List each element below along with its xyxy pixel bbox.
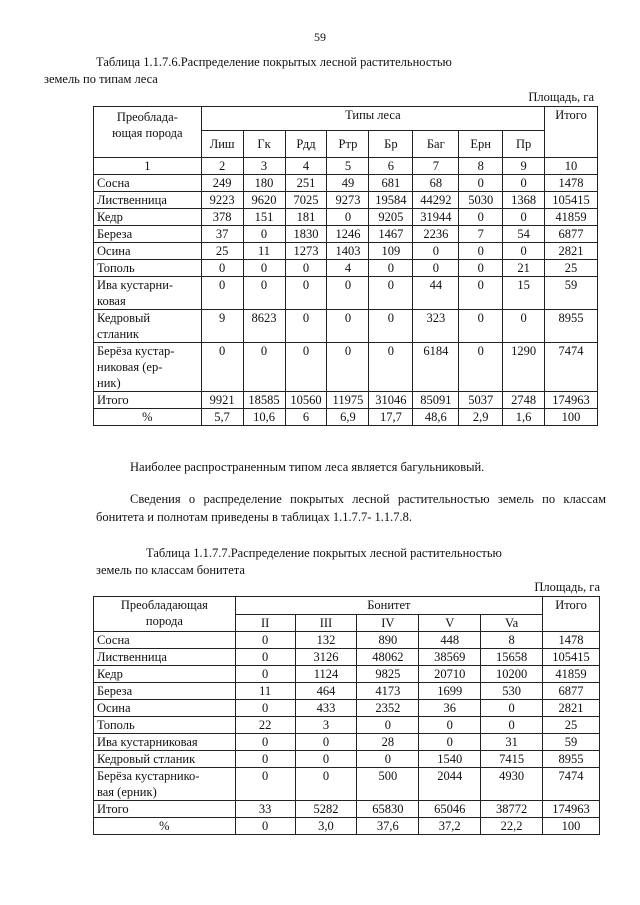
table-cell: 6877: [545, 226, 598, 243]
table-cell: 0: [459, 310, 503, 343]
table-cell: 59: [543, 734, 600, 751]
table-row: [94, 632, 600, 649]
table-cell: 21: [503, 260, 545, 277]
table-cell: 0: [369, 343, 413, 392]
table1-type-header: Гк: [243, 131, 285, 158]
row-label: [94, 700, 236, 717]
table-cell: 1124: [295, 666, 357, 683]
table-cell: 500: [357, 768, 419, 801]
table-cell: 8955: [545, 310, 598, 343]
table-cell: 0: [285, 310, 327, 343]
table-cell: 7: [459, 226, 503, 243]
table-cell: 1246: [327, 226, 369, 243]
table-cell: 0: [459, 243, 503, 260]
row-label-line: Лиственница: [97, 650, 167, 664]
table-row: [94, 260, 598, 277]
row-label: [94, 392, 202, 409]
table-cell: 323: [413, 310, 459, 343]
table-cell: 59: [545, 277, 598, 310]
table-cell: 22: [235, 717, 295, 734]
table-cell: 22,2: [481, 818, 543, 835]
row-label: [94, 310, 202, 343]
table-row: [94, 751, 600, 768]
table-cell: 0: [357, 751, 419, 768]
table1-unit: Площадь, га: [528, 90, 594, 104]
table-row: [94, 192, 598, 209]
table-cell: 48,6: [413, 409, 459, 426]
table-cell: 9273: [327, 192, 369, 209]
table-cell: 0: [413, 243, 459, 260]
table-row: [94, 310, 598, 343]
table1-type-header: Ртр: [327, 131, 369, 158]
table-cell: 6: [285, 409, 327, 426]
table-cell: 1368: [503, 192, 545, 209]
table-cell: 11: [243, 243, 285, 260]
table-cell: 448: [419, 632, 481, 649]
table-cell: 9620: [243, 192, 285, 209]
row-label: [94, 717, 236, 734]
table2-class-header: V: [419, 614, 481, 632]
table-cell: 25: [543, 717, 600, 734]
table-row: [94, 226, 598, 243]
table1-column-number: 9: [503, 158, 545, 175]
table-row: [94, 343, 598, 392]
table-cell: 19584: [369, 192, 413, 209]
table-cell: 0: [235, 768, 295, 801]
table-cell: 2352: [357, 700, 419, 717]
table-cell: 5,7: [201, 409, 243, 426]
table-cell: 1540: [419, 751, 481, 768]
table-cell: 65830: [357, 801, 419, 818]
table-cell: 7474: [543, 768, 600, 801]
table-cell: 151: [243, 209, 285, 226]
table-cell: 25: [545, 260, 598, 277]
table-cell: 6184: [413, 343, 459, 392]
table-cell: 464: [295, 683, 357, 700]
table2-header-group: Бонитет: [235, 597, 542, 615]
row-label: [94, 666, 236, 683]
paragraph-most-common-type: Наиболее распространенным типом леса является багульниковый.: [130, 460, 485, 474]
table-cell: 11: [235, 683, 295, 700]
table2-header-species-l1: Преобладающая: [120, 598, 208, 612]
row-label-line: Кедровый стланик: [97, 752, 196, 766]
table-cell: 0: [235, 818, 295, 835]
table-cell: 17,7: [369, 409, 413, 426]
table-cell: 18585: [243, 392, 285, 409]
row-label: [94, 632, 236, 649]
table2-header-species: [94, 597, 236, 632]
table2-caption: [96, 545, 616, 579]
table-cell: 0: [235, 700, 295, 717]
table-cell: 0: [459, 260, 503, 277]
table-cell: 38569: [419, 649, 481, 666]
table-cell: 1830: [285, 226, 327, 243]
table-cell: 0: [503, 209, 545, 226]
row-label-line: Берёза кустарнико-: [97, 769, 200, 783]
table-cell: 378: [201, 209, 243, 226]
table-cell: 0: [369, 310, 413, 343]
table-cell: 0: [235, 751, 295, 768]
row-label: [94, 209, 202, 226]
table1-caption: [44, 54, 616, 88]
row-label: [94, 175, 202, 192]
row-label-line: Тополь: [97, 261, 135, 275]
table-cell: 681: [369, 175, 413, 192]
table-cell: 0: [285, 260, 327, 277]
page-number: 59: [314, 30, 326, 44]
table-cell: 0: [369, 260, 413, 277]
table1-header-species: [94, 107, 202, 158]
table-cell: 132: [295, 632, 357, 649]
table-row: [94, 209, 598, 226]
table-cell: 530: [481, 683, 543, 700]
table-cell: 0: [481, 717, 543, 734]
table1-type-header: Баг: [413, 131, 459, 158]
table-cell: 9921: [201, 392, 243, 409]
table1-column-number: 5: [327, 158, 369, 175]
table1-type-header: Ерн: [459, 131, 503, 158]
row-label: [94, 801, 236, 818]
table-row: [94, 734, 600, 751]
table1-header-total: Итого: [545, 107, 598, 158]
row-label: [94, 260, 202, 277]
table-cell: 105415: [543, 649, 600, 666]
table-cell: 7025: [285, 192, 327, 209]
table-cell: 15658: [481, 649, 543, 666]
table1-column-number: 7: [413, 158, 459, 175]
row-label-line: Кедр: [97, 210, 123, 224]
table-cell: 1467: [369, 226, 413, 243]
row-label-line: Ива кустарни-: [97, 278, 174, 292]
row-label-line: Осина: [97, 701, 131, 715]
table-cell: 36: [419, 700, 481, 717]
table1-caption-line1: Таблица 1.1.7.6.Распределение покрытых лесной растительностью: [96, 55, 452, 69]
table-cell: 174963: [543, 801, 600, 818]
table-cell: 0: [243, 260, 285, 277]
row-label-line: Итого: [97, 802, 129, 816]
table-cell: 0: [243, 226, 285, 243]
table-cell: 4: [327, 260, 369, 277]
row-label: [94, 734, 236, 751]
row-label-line: стланик: [97, 327, 139, 341]
table-cell: 6,9: [327, 409, 369, 426]
table-cell: 49: [327, 175, 369, 192]
table-cell: 0: [243, 277, 285, 310]
table2-header-total: Итого: [543, 597, 600, 632]
table-cell: 7415: [481, 751, 543, 768]
table-row: [94, 768, 600, 801]
table1-header-group: Типы леса: [201, 107, 544, 131]
table-cell: 0: [285, 277, 327, 310]
table-cell: 433: [295, 700, 357, 717]
row-label: [94, 243, 202, 260]
table-cell: 41859: [545, 209, 598, 226]
table-cell: 2821: [543, 700, 600, 717]
table-row: [94, 175, 598, 192]
table-row: [94, 818, 600, 835]
table-cell: 0: [235, 649, 295, 666]
row-label-line: никовая (ер-: [97, 360, 163, 374]
row-label-line: Кедр: [97, 667, 123, 681]
table-cell: 1290: [503, 343, 545, 392]
table-cell: 109: [369, 243, 413, 260]
table-cell: 25: [201, 243, 243, 260]
table-cell: 0: [327, 209, 369, 226]
table-cell: 10200: [481, 666, 543, 683]
table-cell: 48062: [357, 649, 419, 666]
table2-class-header: IV: [357, 614, 419, 632]
table-row: [94, 409, 598, 426]
table-cell: 33: [235, 801, 295, 818]
table-row: [94, 243, 598, 260]
table-cell: 10560: [285, 392, 327, 409]
row-label-line: ковая: [97, 294, 126, 308]
row-label-line: Тополь: [97, 718, 135, 732]
table1-column-number: 3: [243, 158, 285, 175]
table-cell: 0: [503, 310, 545, 343]
table1-column-number: 2: [201, 158, 243, 175]
row-label: [94, 226, 202, 243]
table-cell: 181: [285, 209, 327, 226]
table-cell: 0: [243, 343, 285, 392]
row-label: [94, 768, 236, 801]
table-cell: 31046: [369, 392, 413, 409]
table-row: [94, 649, 600, 666]
table-cell: 8: [481, 632, 543, 649]
table-cell: 0: [327, 277, 369, 310]
table-cell: 0: [327, 343, 369, 392]
table-cell: 20710: [419, 666, 481, 683]
table2-class-header: II: [235, 614, 295, 632]
table-cell: 38772: [481, 801, 543, 818]
table-cell: 0: [459, 175, 503, 192]
table-cell: 28: [357, 734, 419, 751]
table1-type-header: Рдд: [285, 131, 327, 158]
table-cell: 0: [481, 700, 543, 717]
table-cell: 105415: [545, 192, 598, 209]
table1-header: [94, 107, 598, 158]
table-cell: 0: [201, 343, 243, 392]
row-label: [94, 277, 202, 310]
table-cell: 9825: [357, 666, 419, 683]
table-cell: 8955: [543, 751, 600, 768]
table1-type-header: Пр: [503, 131, 545, 158]
table-cell: 0: [413, 260, 459, 277]
table-cell: 0: [503, 175, 545, 192]
table-cell: 3: [295, 717, 357, 734]
table1-column-number: 6: [369, 158, 413, 175]
table-cell: 3126: [295, 649, 357, 666]
table-row: [94, 801, 600, 818]
table-cell: 2,9: [459, 409, 503, 426]
row-label: [94, 751, 236, 768]
table-cell: 5037: [459, 392, 503, 409]
table-row: [94, 666, 600, 683]
table-cell: 68: [413, 175, 459, 192]
table-cell: 890: [357, 632, 419, 649]
table1-column-number: 4: [285, 158, 327, 175]
table-cell: 31: [481, 734, 543, 751]
table-cell: 4173: [357, 683, 419, 700]
table1-header-species-l2: ющая порода: [112, 126, 183, 140]
table-cell: 8623: [243, 310, 285, 343]
table1-caption-line2: земель по типам леса: [44, 72, 158, 86]
table-cell: 11975: [327, 392, 369, 409]
table-cell: 100: [543, 818, 600, 835]
row-label: [94, 818, 236, 835]
table2-class-header: Va: [481, 614, 543, 632]
table1-header-species-l1: Преоблада-: [116, 110, 178, 124]
row-label-line: Сосна: [97, 176, 130, 190]
table1-column-numbers-row: [94, 158, 598, 175]
table-cell: 37,6: [357, 818, 419, 835]
table-row: [94, 717, 600, 734]
table-cell: 9223: [201, 192, 243, 209]
table1-type-header: Бр: [369, 131, 413, 158]
row-label-line: Кедровый: [97, 311, 151, 325]
table-cell: 41859: [543, 666, 600, 683]
table-cell: 0: [327, 310, 369, 343]
table-cell: 6877: [543, 683, 600, 700]
table2-body: [94, 632, 600, 835]
table1-forest-types: [93, 106, 598, 426]
table-cell: 44: [413, 277, 459, 310]
table-cell: 4930: [481, 768, 543, 801]
table-cell: 180: [243, 175, 285, 192]
row-label: [94, 683, 236, 700]
table-cell: 9205: [369, 209, 413, 226]
table-cell: 3,0: [295, 818, 357, 835]
table-cell: 85091: [413, 392, 459, 409]
table-cell: 0: [285, 343, 327, 392]
table-cell: 1478: [543, 632, 600, 649]
table2-header-species-l2: порода: [145, 614, 183, 628]
row-label-line: вая (ерник): [97, 785, 157, 799]
table-cell: 37: [201, 226, 243, 243]
table-cell: 1699: [419, 683, 481, 700]
paragraph-bonitet-info: Сведения о распределение покрытых лесной растительностью земель по классам бонитета и полнотам приведены в таблицах 1.1.7.7- 1.1.7.8.: [96, 492, 606, 524]
table-cell: 2821: [545, 243, 598, 260]
table-cell: 0: [459, 209, 503, 226]
table-cell: 54: [503, 226, 545, 243]
table-cell: 0: [459, 343, 503, 392]
table-cell: 5030: [459, 192, 503, 209]
row-label: [94, 649, 236, 666]
row-label-line: Осина: [97, 244, 131, 258]
table-cell: 100: [545, 409, 598, 426]
table-cell: 2748: [503, 392, 545, 409]
table-cell: 1478: [545, 175, 598, 192]
table-cell: 0: [295, 751, 357, 768]
table2-caption-line1: Таблица 1.1.7.7.Распределение покрытых лесной растительностью: [146, 546, 502, 560]
row-label-line: Сосна: [97, 633, 130, 647]
table-cell: 0: [235, 632, 295, 649]
table-cell: 2236: [413, 226, 459, 243]
table-cell: 9: [201, 310, 243, 343]
table-cell: 0: [369, 277, 413, 310]
table1-column-number: 10: [545, 158, 598, 175]
row-label-line: ник): [97, 376, 121, 390]
table2-caption-line2: земель по классам бонитета: [96, 563, 245, 577]
table-cell: 31944: [413, 209, 459, 226]
table-cell: 251: [285, 175, 327, 192]
table-cell: 1,6: [503, 409, 545, 426]
table-cell: 1403: [327, 243, 369, 260]
table-row: [94, 392, 598, 409]
row-label: [94, 343, 202, 392]
table-cell: 0: [235, 666, 295, 683]
table1-column-number: 1: [94, 158, 202, 175]
table-cell: 174963: [545, 392, 598, 409]
table-cell: 0: [459, 277, 503, 310]
row-label-line: Берёза кустар-: [97, 344, 175, 358]
row-label-line: Итого: [97, 393, 129, 407]
row-label-line: Лиственница: [97, 193, 167, 207]
table-cell: 44292: [413, 192, 459, 209]
table1-column-number: 8: [459, 158, 503, 175]
table2-bonitet: [93, 596, 600, 835]
row-label-line: Береза: [97, 227, 133, 241]
table-cell: 65046: [419, 801, 481, 818]
table-cell: 5282: [295, 801, 357, 818]
table-row: [94, 700, 600, 717]
table-cell: 15: [503, 277, 545, 310]
table-cell: 1273: [285, 243, 327, 260]
table-cell: 37,2: [419, 818, 481, 835]
table-row: [94, 683, 600, 700]
table2-header: [94, 597, 600, 632]
table-cell: 10,6: [243, 409, 285, 426]
row-label-line: Береза: [97, 684, 133, 698]
row-label-line: Ива кустарниковая: [97, 735, 198, 749]
table1-body: [94, 158, 598, 426]
row-label-line: %: [159, 819, 170, 833]
table-cell: 0: [201, 277, 243, 310]
table-cell: 2044: [419, 768, 481, 801]
table-cell: 0: [503, 243, 545, 260]
table-cell: 0: [295, 768, 357, 801]
table-row: [94, 277, 598, 310]
table2-class-header: III: [295, 614, 357, 632]
row-label: [94, 192, 202, 209]
table-cell: 0: [357, 717, 419, 734]
row-label-line: %: [142, 410, 153, 424]
row-label: [94, 409, 202, 426]
table-cell: 7474: [545, 343, 598, 392]
table-cell: 0: [201, 260, 243, 277]
table1-type-header: Лиш: [201, 131, 243, 158]
table2-unit: Площадь, га: [534, 580, 600, 594]
table-cell: 0: [419, 717, 481, 734]
table-cell: 0: [295, 734, 357, 751]
table-cell: 249: [201, 175, 243, 192]
table-cell: 0: [419, 734, 481, 751]
table-cell: 0: [235, 734, 295, 751]
